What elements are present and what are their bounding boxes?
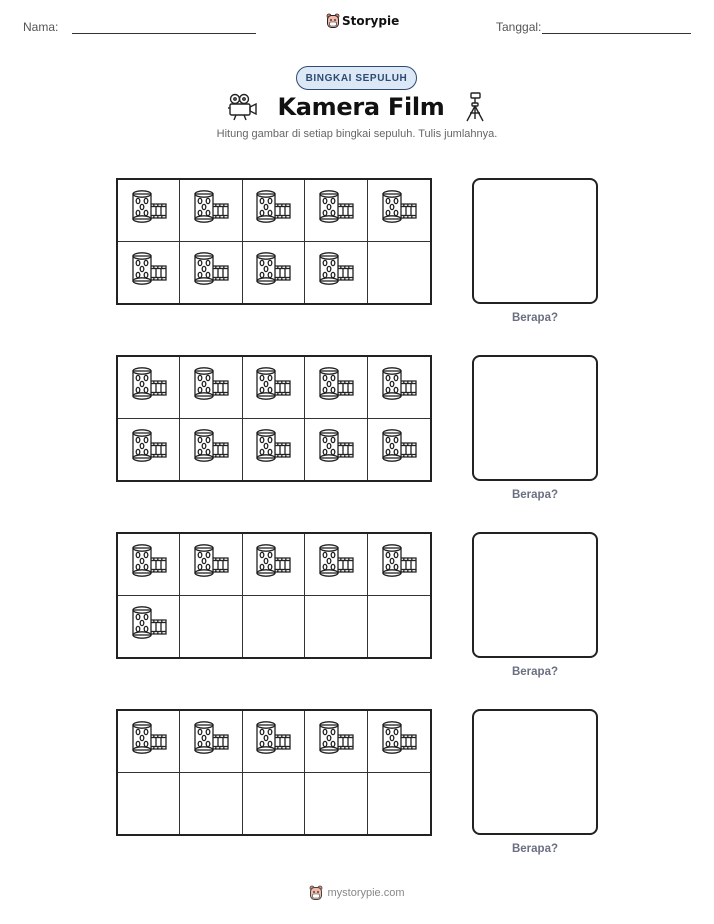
frame-cell: [368, 242, 430, 304]
date-line: [542, 33, 691, 34]
film-reel-icon: [253, 250, 293, 295]
film-reel-icon: [129, 604, 169, 649]
frame-cell: [368, 180, 430, 242]
frame-cell: [180, 711, 242, 773]
film-reel-icon: [253, 188, 293, 233]
film-reel-icon: [379, 365, 419, 410]
film-reel-icon: [191, 719, 231, 764]
frame-cell: [118, 242, 180, 304]
frame-cell: [118, 180, 180, 242]
frame-cell: [305, 534, 367, 596]
answer-prompt-2: Berapa?: [511, 489, 559, 501]
frame-cell: [305, 180, 367, 242]
film-reel-icon: [191, 427, 231, 472]
film-reel-icon: [316, 427, 356, 472]
frame-cell: [180, 534, 242, 596]
film-reel-icon: [379, 427, 419, 472]
film-reel-icon: [129, 188, 169, 233]
answer-box-4[interactable]: [472, 709, 598, 835]
frame-cell: [118, 357, 180, 419]
ten-frame-4: [116, 709, 432, 836]
film-reel-icon: [379, 188, 419, 233]
frame-cell: [118, 773, 180, 835]
frame-cell: [368, 773, 430, 835]
frame-cell: [305, 419, 367, 481]
film-reel-icon: [191, 365, 231, 410]
footer-url[interactable]: mystorypie.com: [327, 887, 405, 899]
frame-cell: [180, 596, 242, 658]
film-reel-icon: [379, 719, 419, 764]
brand-logo: [326, 13, 399, 29]
frame-cell: [180, 773, 242, 835]
film-reel-icon: [253, 542, 293, 587]
answer-box-3[interactable]: [472, 532, 598, 658]
frame-cell: [180, 242, 242, 304]
frame-cell: [243, 534, 305, 596]
film-reel-icon: [129, 427, 169, 472]
ten-frame-1: [116, 178, 432, 305]
frame-cell: [180, 419, 242, 481]
frame-cell: [368, 711, 430, 773]
frame-cell: [243, 773, 305, 835]
date-label: Tanggal:: [496, 20, 542, 34]
frame-cell: [118, 534, 180, 596]
frame-cell: [243, 419, 305, 481]
frame-cell: [305, 242, 367, 304]
frame-cell: [368, 419, 430, 481]
frame-cell: [305, 773, 367, 835]
page-title: Kamera Film: [277, 93, 445, 121]
footer: [0, 885, 714, 901]
name-label: Nama:: [23, 20, 59, 34]
film-reel-icon: [253, 719, 293, 764]
tripod-icon: [463, 92, 487, 122]
category-badge: BINGKAI SEPULUH: [296, 66, 417, 90]
film-reel-icon: [129, 719, 169, 764]
film-reel-icon: [253, 427, 293, 472]
film-reel-icon: [129, 250, 169, 295]
film-reel-icon: [316, 719, 356, 764]
ten-frame-3: [116, 532, 432, 659]
answer-prompt-3: Berapa?: [511, 666, 559, 678]
frame-cell: [305, 711, 367, 773]
film-reel-icon: [129, 542, 169, 587]
storypie-mascot-icon: [326, 13, 340, 29]
frame-cell: [180, 357, 242, 419]
film-reel-icon: [316, 188, 356, 233]
frame-cell: [368, 357, 430, 419]
answer-prompt-1: Berapa?: [511, 312, 559, 324]
frame-cell: [243, 711, 305, 773]
film-reel-icon: [316, 250, 356, 295]
film-reel-icon: [129, 365, 169, 410]
brand-name: Storypie: [342, 14, 400, 28]
film-reel-icon: [191, 250, 231, 295]
ten-frame-2: [116, 355, 432, 482]
name-line: [72, 33, 256, 34]
frame-cell: [368, 534, 430, 596]
frame-cell: [243, 242, 305, 304]
frame-cell: [180, 180, 242, 242]
frame-cell: [305, 357, 367, 419]
frame-cell: [243, 357, 305, 419]
frame-cell: [368, 596, 430, 658]
film-camera-icon: [227, 93, 259, 121]
answer-box-1[interactable]: [472, 178, 598, 304]
film-reel-icon: [191, 188, 231, 233]
frame-cell: [243, 596, 305, 658]
film-reel-icon: [191, 542, 231, 587]
title-row: [0, 92, 714, 122]
frame-cell: [243, 180, 305, 242]
answer-prompt-4: Berapa?: [511, 843, 559, 855]
film-reel-icon: [379, 542, 419, 587]
film-reel-icon: [316, 365, 356, 410]
film-reel-icon: [316, 542, 356, 587]
frame-cell: [118, 419, 180, 481]
answer-box-2[interactable]: [472, 355, 598, 481]
film-reel-icon: [253, 365, 293, 410]
instructions: Hitung gambar di setiap bingkai sepuluh. Tulis jumlahnya.: [216, 128, 498, 140]
frame-cell: [305, 596, 367, 658]
storypie-mascot-icon: [309, 885, 323, 901]
frame-cell: [118, 711, 180, 773]
frame-cell: [118, 596, 180, 658]
